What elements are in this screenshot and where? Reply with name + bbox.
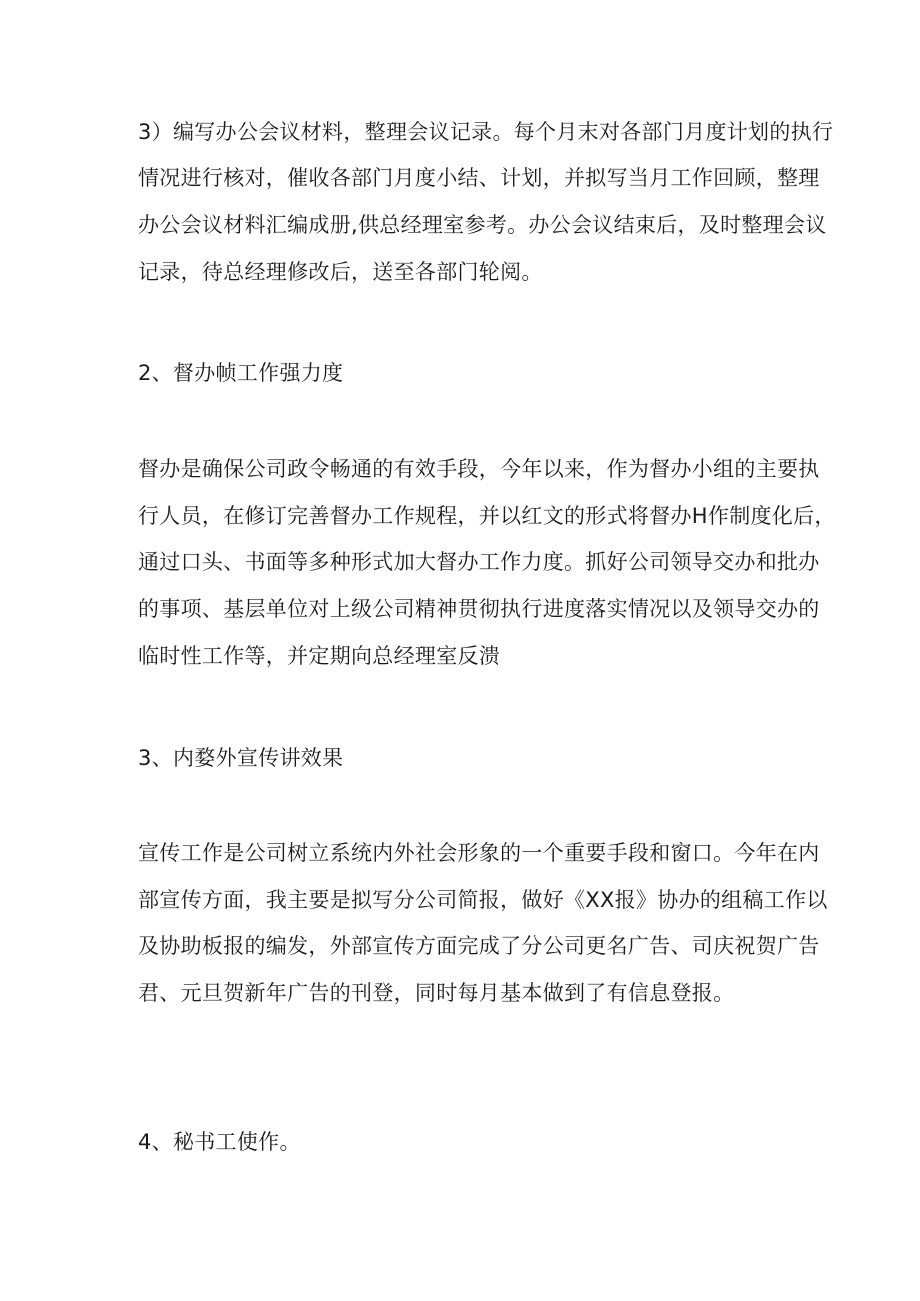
paragraph-publicity-line-1: 宣传工作是公司树立系统内外社会形象的一个重要手段和窗口。今年在内 (138, 841, 820, 865)
paragraph-supervision-line-4: 的事项、基层单位对上级公司精神贯彻执行进度落实情况以及领导交办的 (138, 597, 820, 621)
paragraph-meeting-line-3: 办公会议材料汇编成册,供总经理室参考。办公会议结束后，及时整理会议 (138, 213, 827, 237)
paragraph-publicity-line-3: 及协助板报的编发，外部宣传方面完成了分公司更名广告、司庆祝贺广告 (138, 934, 820, 958)
section-heading-3: 3、内婺外宣传讲效果 (138, 746, 344, 770)
paragraph-supervision-line-5: 临时性工作等，并定期向总经理室反溃 (138, 644, 501, 668)
paragraph-publicity-line-4: 君、元旦贺新年广告的刊登，同时每月基本做到了有信息登报。 (138, 981, 735, 1005)
section-heading-4: 4、秘书工使作。 (138, 1130, 301, 1154)
paragraph-meeting-line-1: 3）编写办公会议材料，整理会议记录。每个月末对各部门月度计划的执行 (138, 120, 834, 144)
paragraph-supervision-line-2: 行人员，在修订完善督办工作规程，并以红文的形式将督办H作制度化后， (138, 504, 836, 528)
paragraph-meeting-line-4: 记录，待总经理修改后，送至各部门轮阅。 (138, 260, 543, 284)
paragraph-publicity-line-2: 部宣传方面，我主要是拟写分公司简报，做好《XX报》协办的组稿工作以 (138, 888, 828, 912)
paragraph-supervision-line-3: 通过口头、书面等多种形式加大督办工作力度。抓好公司领导交办和批办 (138, 550, 820, 574)
paragraph-supervision-line-1: 督办是确保公司政令畅通的有效手段，今年以来，作为督办小组的主要执 (138, 457, 820, 481)
paragraph-meeting-line-2: 情况进行核对，催收各部门月度小结、计划，并拟写当月工作回顾，整理 (138, 166, 820, 190)
section-heading-2: 2、督办帧工作强力度 (138, 361, 344, 385)
